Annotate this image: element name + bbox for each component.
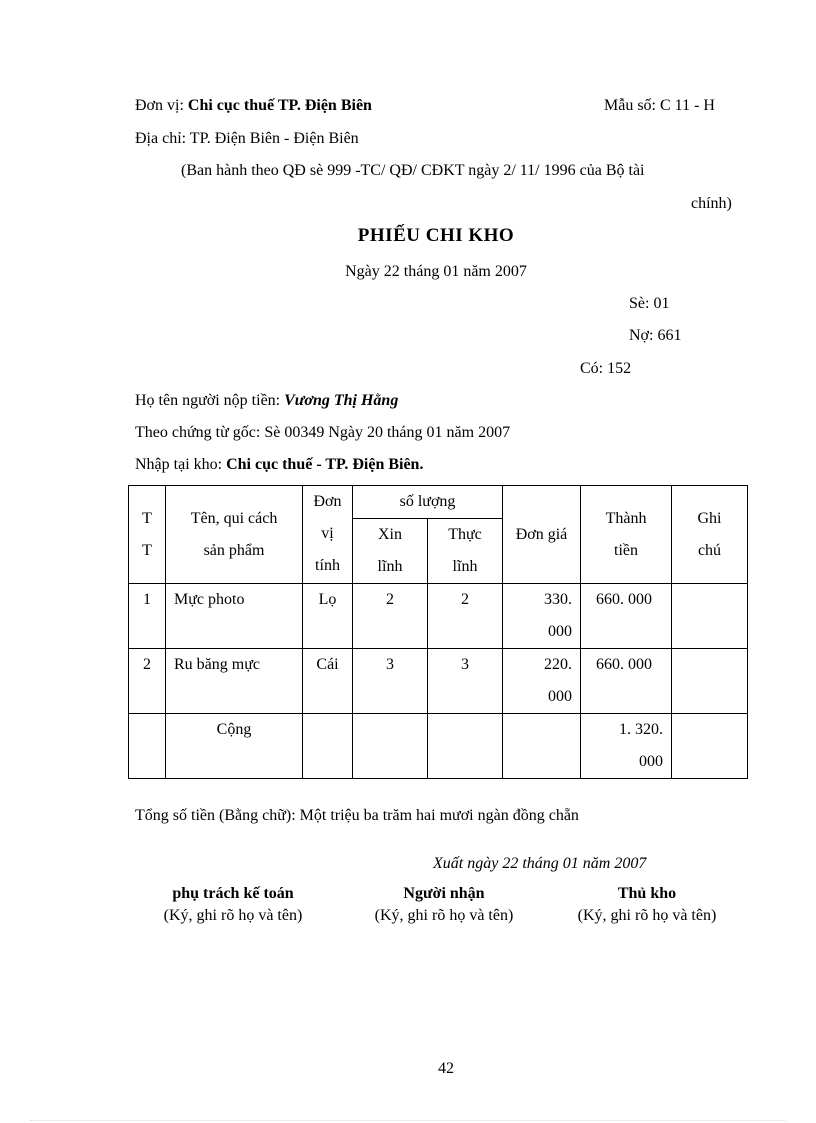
total-in-words: Tổng số tiền (Bằng chữ): Một triệu ba trăm hai mươi ngàn đồng chẵn bbox=[135, 807, 579, 824]
ref-no: Nợ: 661 bbox=[629, 327, 682, 344]
decree-line-1: (Ban hành theo QĐ sè 999 -TC/ QĐ/ CĐKT ngày 2/ 11/ 1996 của Bộ tài bbox=[181, 162, 645, 179]
page-number: 42 bbox=[438, 1060, 454, 1077]
signature-accountant: phụ trách kế toán (Ký, ghi rõ họ và tên) bbox=[163, 885, 303, 924]
form-number: Mẫu số: C 11 - H bbox=[604, 97, 715, 114]
decree-line-2: chính) bbox=[691, 195, 732, 212]
table-row: 1 Mực photo Lọ 2 2 330. 000 660. 000 bbox=[129, 584, 748, 649]
document-date: Ngày 22 tháng 01 năm 2007 bbox=[345, 263, 527, 280]
unit-label: Đơn vị: bbox=[135, 97, 184, 114]
payer-name: Vương Thị Hằng bbox=[284, 392, 399, 409]
header-qty-actual: Thực lĩnh bbox=[428, 519, 503, 584]
header-tt: T T bbox=[129, 486, 166, 584]
table-total-row bbox=[129, 714, 748, 779]
signature-storekeeper: Thủ kho (Ký, ghi rõ họ và tên) bbox=[577, 885, 717, 924]
origin-line: Theo chứng từ gốc: Sè 00349 Ngày 20 tháng 01 năm 2007 bbox=[135, 424, 511, 441]
header-amount: Thành tiền bbox=[581, 486, 672, 584]
page-bottom-divider bbox=[30, 1120, 786, 1121]
payer-line bbox=[135, 391, 398, 411]
header-note: Ghi chú bbox=[672, 486, 748, 584]
signature-receiver: Người nhận (Ký, ghi rõ họ và tên) bbox=[374, 885, 514, 924]
export-date: Xuất ngày 22 tháng 01 năm 2007 bbox=[433, 855, 647, 872]
address-line: Địa chỉ: TP. Điện Biên - Điện Biên bbox=[135, 130, 359, 147]
header-quantity: số lượng bbox=[353, 486, 503, 519]
header-unit: Đơn vị tính bbox=[303, 486, 353, 584]
ref-co: Có: 152 bbox=[580, 360, 632, 377]
table-header-row bbox=[129, 486, 748, 519]
unit-value: Chi cục thuế TP. Điện Biên bbox=[187, 97, 372, 114]
header-qty-requested: Xin lĩnh bbox=[353, 519, 428, 584]
table-row: 2 Ru băng mực Cái 3 3 220. 000 660. 000 bbox=[129, 649, 748, 714]
document-title: PHIẾU CHI KHO bbox=[357, 225, 515, 246]
warehouse-label: Nhập tại kho: bbox=[135, 456, 223, 473]
header-name: Tên, qui cách sản phẩm bbox=[166, 486, 303, 584]
unit-line bbox=[135, 96, 372, 116]
header-price: Đơn giá bbox=[503, 486, 581, 584]
items-table bbox=[128, 485, 748, 779]
total-amount: 1. 320. 000 bbox=[581, 714, 672, 779]
warehouse-value: Chi cục thuế - TP. Điện Biên. bbox=[226, 456, 424, 473]
payer-label: Họ tên người nộp tiền: bbox=[135, 392, 281, 409]
ref-so: Sè: 01 bbox=[629, 295, 670, 312]
warehouse-line bbox=[135, 455, 423, 475]
total-label: Cộng bbox=[166, 714, 303, 779]
